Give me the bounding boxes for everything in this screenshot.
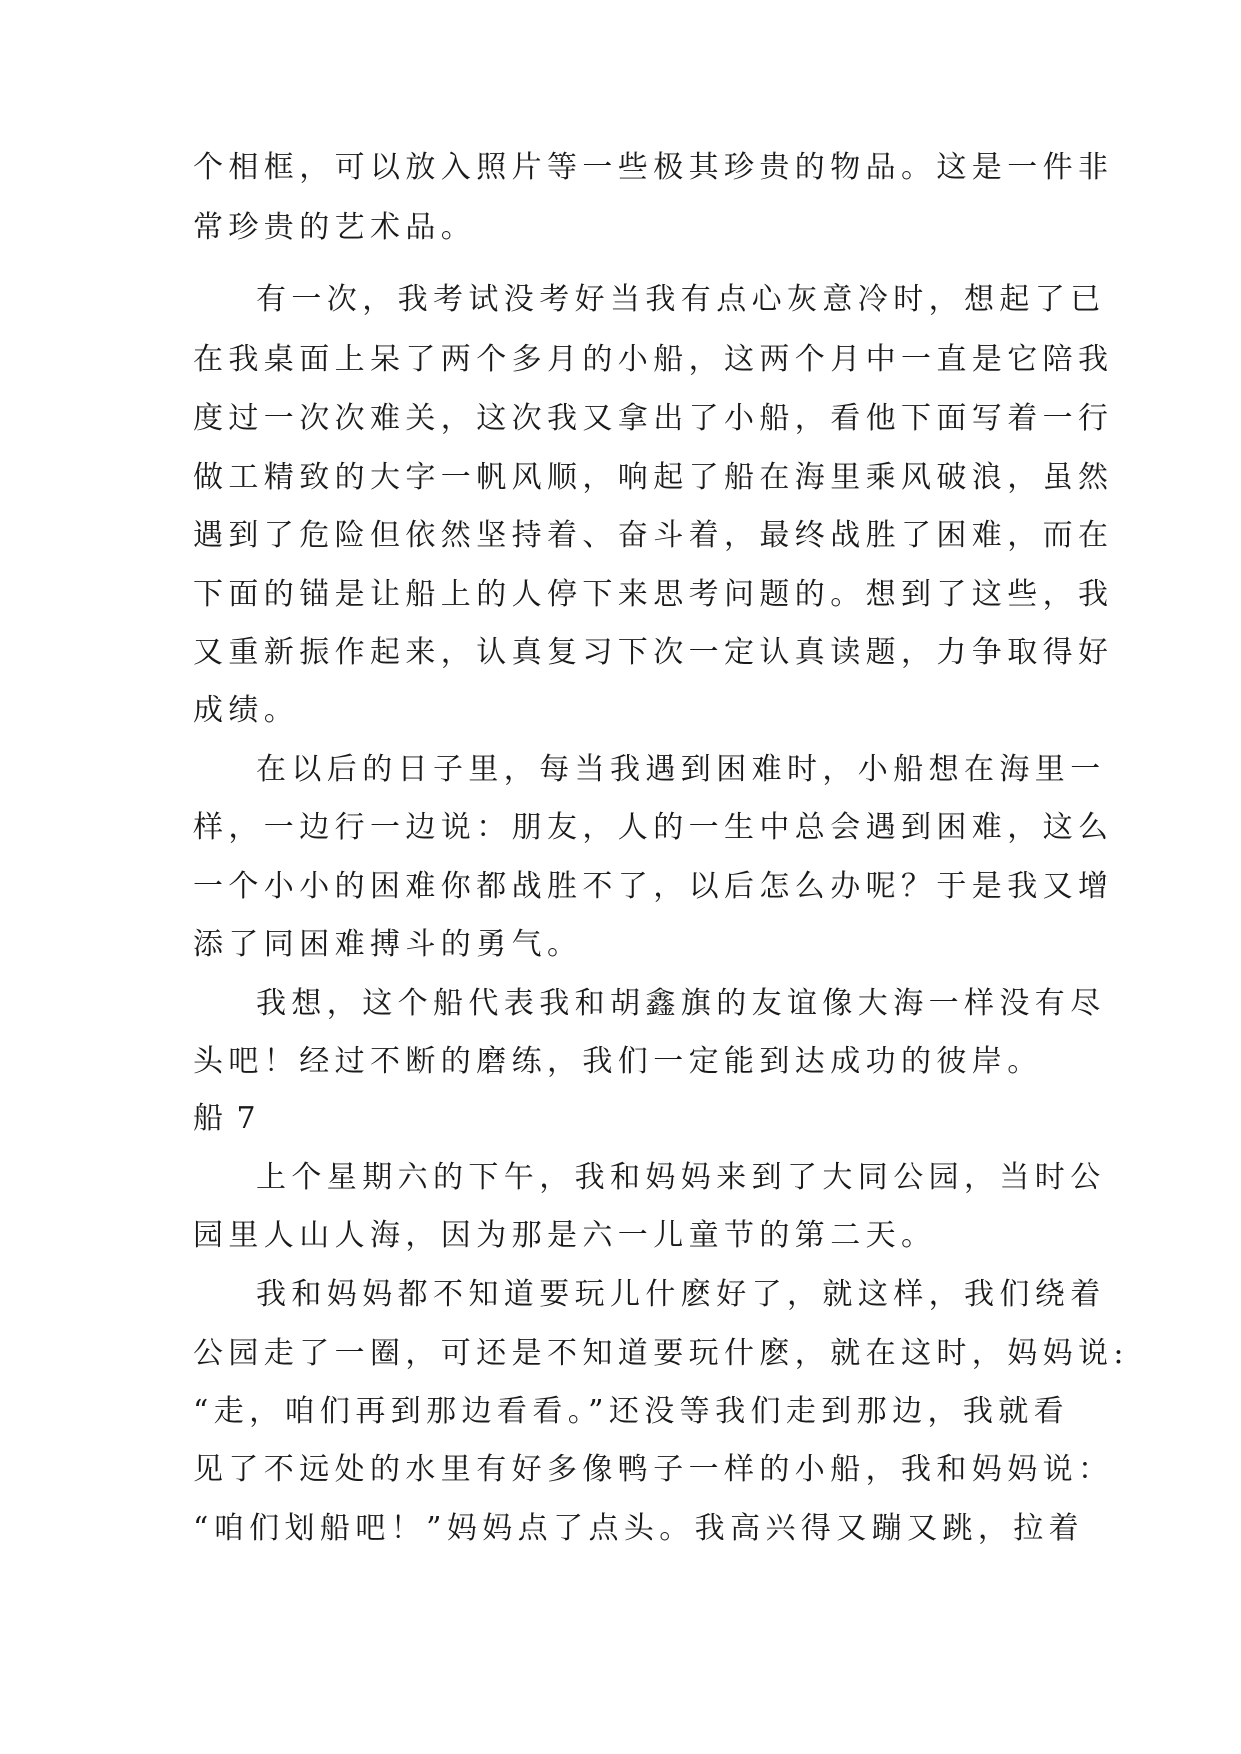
text-line: 个相框，可以放入照片等一些极其珍贵的物品。这是一件非 xyxy=(193,150,1114,185)
paragraph-first-line: 我想，这个船代表我和胡鑫旗的友谊像大海一样没有尽 xyxy=(256,986,1106,1021)
text-line: 样，一边行一边说：朋友，人的一生中总会遇到困难，这么 xyxy=(193,810,1114,845)
paragraph-first-line: 上个星期六的下午，我和妈妈来到了大同公园，当时公 xyxy=(256,1160,1106,1195)
text-line: “咱们划船吧！”妈妈点了点头。我高兴得又蹦又跳，拉着 xyxy=(193,1511,1085,1546)
section-heading: 船 7 xyxy=(193,1101,258,1136)
text-line: 园里人山人海，因为那是六一儿童节的第二天。 xyxy=(193,1218,937,1253)
text-line: 遇到了危险但依然坚持着、奋斗着，最终战胜了困难，而在 xyxy=(193,518,1114,553)
text-line: 见了不远处的水里有好多像鸭子一样的小船，我和妈妈说： xyxy=(193,1452,1114,1487)
text-line: “走，咱们再到那边看看。”还没等我们走到那边，我就看 xyxy=(193,1394,1070,1429)
text-line: 常珍贵的艺术品。 xyxy=(193,210,477,245)
text-line: 公园走了一圈，可还是不知道要玩什麽，就在这时，妈妈说: xyxy=(193,1336,1129,1371)
text-line: 成绩。 xyxy=(193,693,300,728)
text-line: 做工精致的大字一帆风顺，响起了船在海里乘风破浪，虽然 xyxy=(193,460,1114,495)
paragraph-first-line: 有一次，我考试没考好当我有点心灰意冷时，想起了已 xyxy=(256,282,1106,317)
text-line: 添了同困难搏斗的勇气。 xyxy=(193,927,583,962)
paragraph-first-line: 在以后的日子里，每当我遇到困难时，小船想在海里一 xyxy=(256,752,1106,787)
paragraph-first-line: 我和妈妈都不知道要玩儿什麽好了，就这样，我们绕着 xyxy=(256,1277,1106,1312)
text-line: 一个小小的困难你都战胜不了，以后怎么办呢？于是我又增 xyxy=(193,869,1114,904)
text-line: 下面的锚是让船上的人停下来思考问题的。想到了这些，我 xyxy=(193,577,1114,612)
text-line: 在我桌面上呆了两个多月的小船，这两个月中一直是它陪我 xyxy=(193,342,1114,377)
text-line: 头吧！经过不断的磨练，我们一定能到达成功的彼岸。 xyxy=(193,1044,1043,1079)
text-line: 又重新振作起来，认真复习下次一定认真读题，力争取得好 xyxy=(193,635,1114,670)
text-line: 度过一次次难关，这次我又拿出了小船，看他下面写着一行 xyxy=(193,401,1114,436)
